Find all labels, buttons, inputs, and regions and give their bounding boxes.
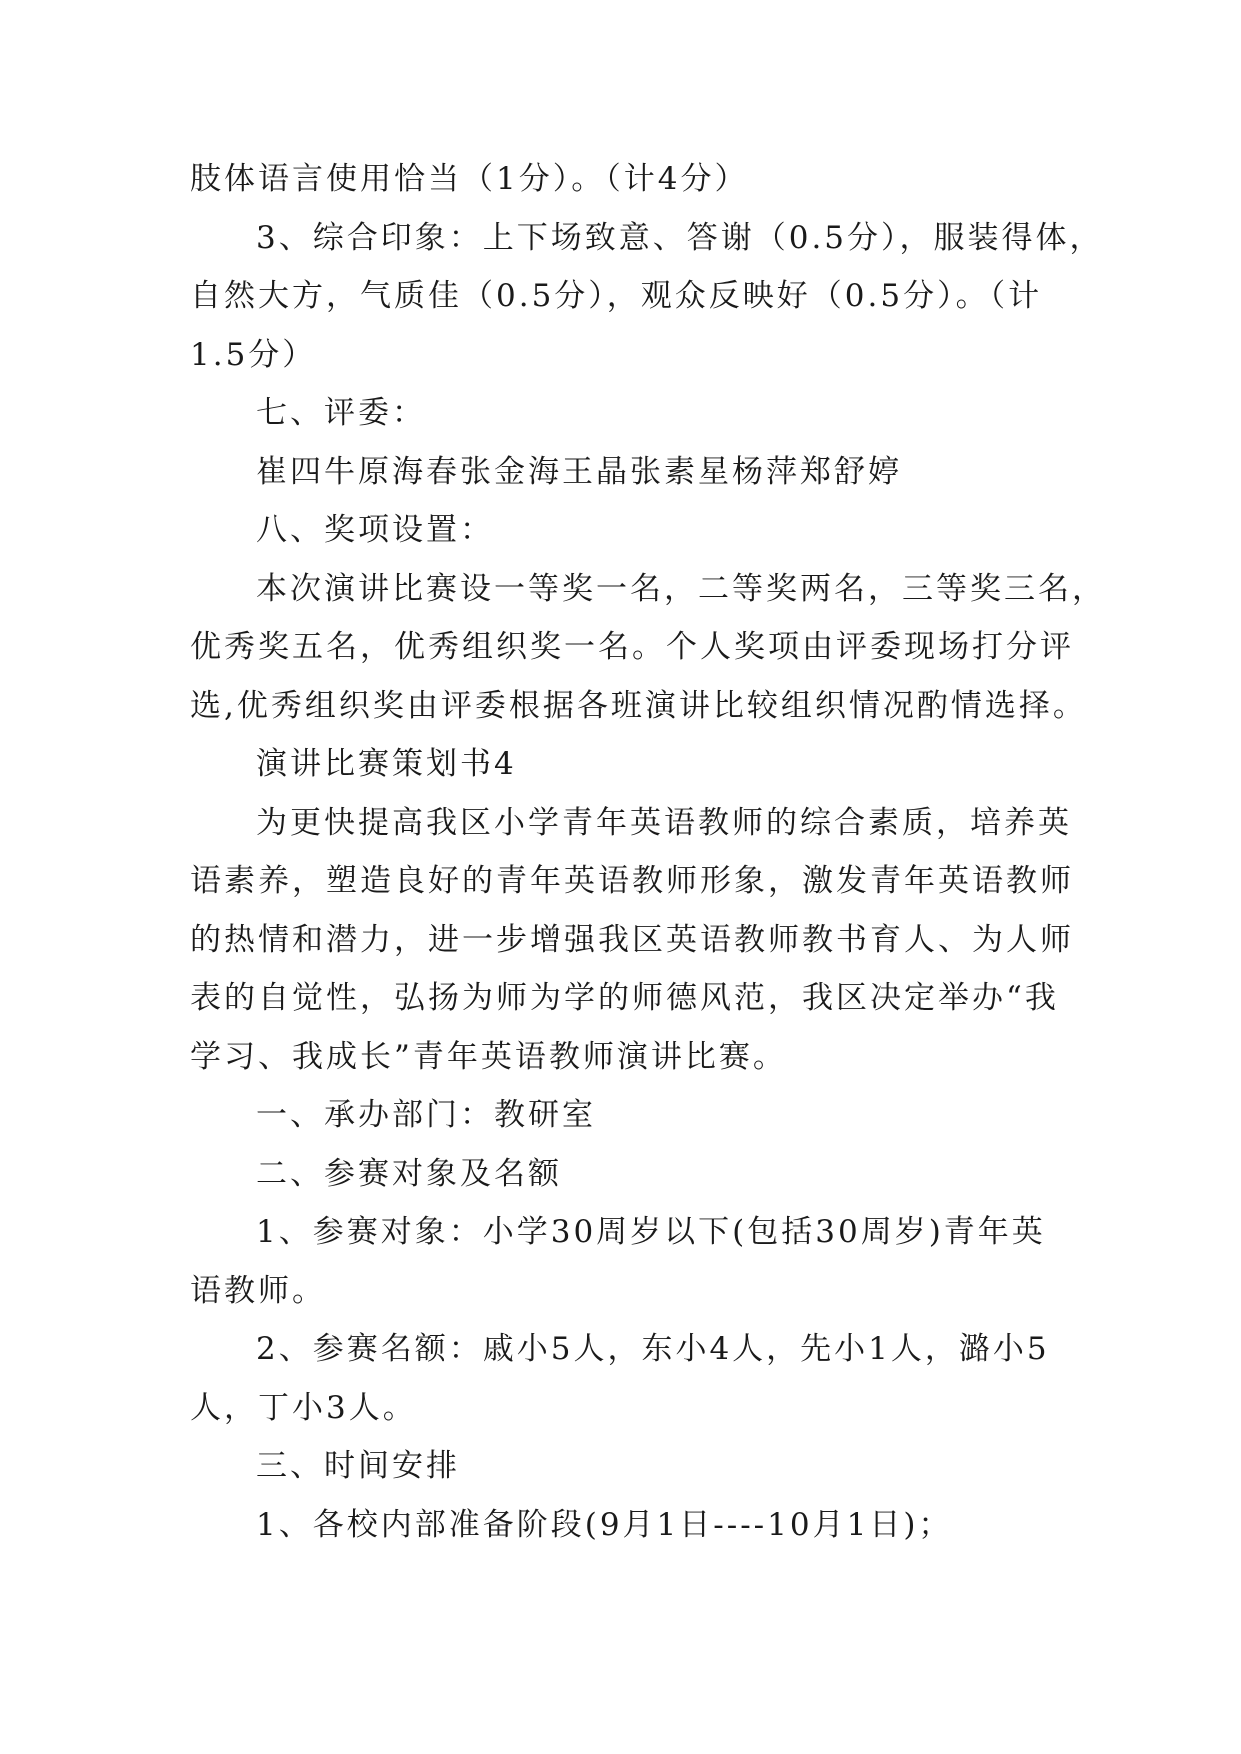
text-line: 人，丁小3人。	[190, 1389, 417, 1426]
text-line: 语素养，塑造良好的青年英语教师形象，激发青年英语教师	[190, 863, 1074, 899]
text-line: 三、时间安排	[256, 1448, 460, 1484]
text-line: 3、综合印象：上下场致意、答谢（0.5分），服装得体，	[256, 219, 1104, 256]
text-line: 1、各校内部准备阶段(9月1日----10月1日)；	[256, 1506, 953, 1543]
text-line: 表的自觉性，弘扬为师为学的师德风范，我区决定举办“我	[190, 980, 1059, 1016]
text-line: 2、参赛名额：戚小5人，东小4人，先小1人，潞小5	[256, 1331, 1050, 1367]
text-line: 1.5分）	[190, 336, 317, 373]
text-line: 演讲比赛策划书4	[256, 746, 517, 782]
text-line: 选,优秀组织奖由评委根据各班演讲比较组织情况酌情选择。	[190, 687, 1087, 724]
text-line: 本次演讲比赛设一等奖一名，二等奖两名，三等奖三名，	[256, 570, 1106, 607]
text-line: 优秀奖五名，优秀组织奖一名。个人奖项由评委现场打分评	[190, 629, 1074, 665]
text-line: 七、评委：	[256, 395, 426, 431]
text-line: 自然大方，气质佳（0.5分），观众反映好（0.5分）。（计	[190, 278, 1043, 314]
text-line: 1、参赛对象：小学30周岁以下(包括30周岁)青年英	[256, 1214, 1046, 1250]
text-line: 一、承办部门：教研室	[256, 1097, 596, 1133]
text-line: 语教师。	[190, 1272, 326, 1309]
text-line: 八、奖项设置：	[256, 512, 494, 548]
document-body	[190, 150, 1106, 1554]
text-line: 学习、我成长”青年英语教师演讲比赛。	[190, 1038, 787, 1075]
text-line: 二、参赛对象及名额	[256, 1155, 562, 1192]
text-line: 崔四牛原海春张金海王晶张素星杨萍郑舒婷	[256, 453, 902, 490]
text-line: 肢体语言使用恰当（1分）。（计4分）	[190, 161, 749, 197]
text-line: 的热情和潜力，进一步增强我区英语教师教书育人、为人师	[190, 921, 1074, 958]
text-line: 为更快提高我区小学青年英语教师的综合素质，培养英	[256, 804, 1072, 841]
